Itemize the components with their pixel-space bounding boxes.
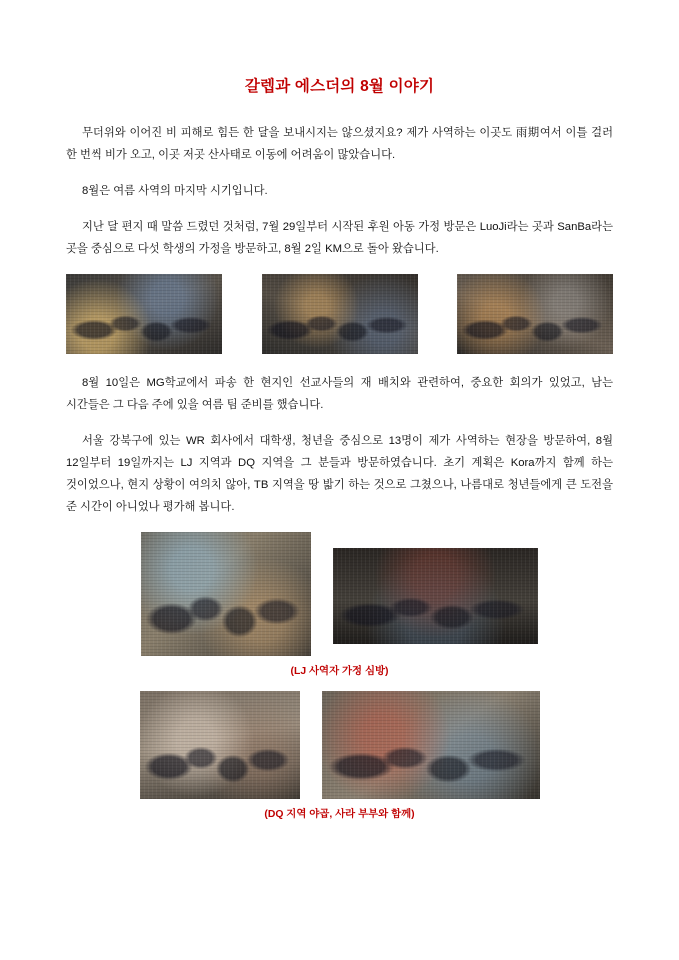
paragraph-5: 서울 강북구에 있는 WR 회사에서 대학생, 청년을 중심으로 13명이 제가 사역하는 현장을 방문하여, 8월 12일부터 19일까지는 LJ 지역과 DQ 지역을 그 분들과 방문하였습니다. 초기 계획은 Kora까지 함께 하는 것이었으나, 현지 상황이 여의치 않아, TB 지역을 땅 밟기 하는 것으로 그쳤으나, 나름대로 청년들에게 큰 도전을 준 시간이 아니었나 평가해 봅니다. [66,435,613,514]
photo-grain-overlay [333,548,538,644]
photo-grain-overlay [457,274,613,354]
photo-lj-village [141,532,311,656]
paragraph-4: 8월 10일은 MG학교에서 파송 한 현지인 선교사들의 재 배치와 관련하여, 중요한 회의가 있었고, 남는 시간들은 그 다음 주에 있을 여름 팀 준비를 했습니다. [66,377,613,412]
photo-home-visit-2 [262,274,418,354]
paragraph-2: 8월은 여름 사역의 마지막 시기입니다. [82,185,268,198]
photo-grain-overlay [322,691,540,799]
photo-dq-couple [140,691,300,799]
caption-lj: (LJ 사역자 가정 심방) [290,666,389,678]
photo-grain-overlay [66,274,222,354]
photo-home-visit-1 [66,274,222,354]
photo-grain-overlay [141,532,311,656]
page-title: 갈렙과 에스더의 8월 이야기 [244,78,435,95]
paragraph-1: 무더위와 이어진 비 피해로 힘든 한 달을 보내시지는 않으셨지요? 제가 사역하는 이곳도 雨期여서 이틀 걸러 한 번씩 비가 오고, 이곳 저곳 산사태로 이동에 어려움이 많았습니다. [66,127,613,162]
caption-dq: (DQ 지역 야곱, 사라 부부와 함께) [264,809,415,821]
photo-home-visit-3 [457,274,613,354]
photo-block-dq [66,691,613,799]
photo-row-home-visits [66,274,613,354]
photo-grain-overlay [262,274,418,354]
photo-grain-overlay [140,691,300,799]
photo-lj-group [333,548,538,644]
photo-block-lj [66,532,613,656]
paragraph-3: 지난 달 편지 때 말씀 드렸던 것처럼, 7월 29일부터 시작된 후원 아동 가정 방문은 LuoJi라는 곳과 SanBa라는 곳을 중심으로 다섯 학생의 가정을 방문하고, 8월 2일 KM으로 돌아 왔습니다. [66,221,613,256]
photo-dq-group [322,691,540,799]
